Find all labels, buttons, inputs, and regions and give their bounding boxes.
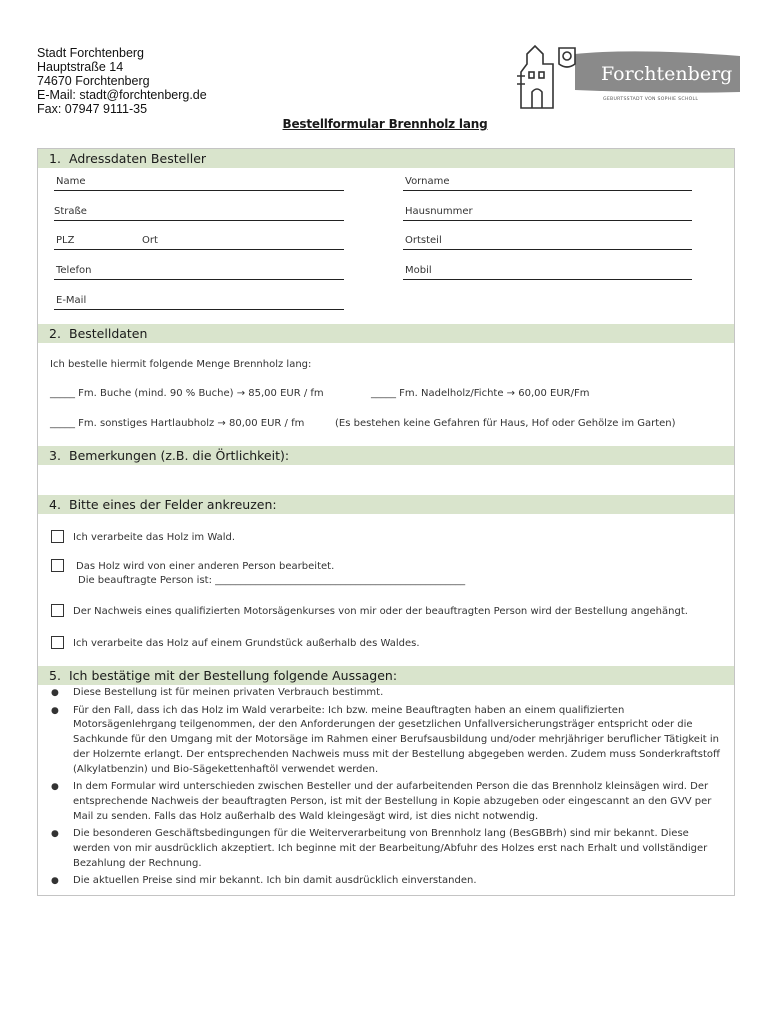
order-hazard-note: (Es bestehen keine Gefahren für Haus, Hof oder Gehölze im Garten) xyxy=(335,418,676,429)
sender-street: Hauptstraße 14 xyxy=(37,60,124,74)
email-label: E-Mail xyxy=(56,295,87,306)
sender-email: E-Mail: stadt@forchtenberg.de xyxy=(37,88,207,102)
mobil-label: Mobil xyxy=(405,265,432,276)
option-label: Das Holz wird von einer anderen Person bearbeitet. xyxy=(76,561,335,572)
list-item-text: Die besonderen Geschäftsbedingungen für die Weiterverarbeitung von Brennholz lang (BesGBBrh) sind mir bekannt. Diese werden von mir ausdrücklich akzeptiert. Ich beginne mit der Bearbeitung/Abfuhr des Holzes erst nach Erhalt und vollständiger Bezahlung der Rechnung. xyxy=(73,828,708,869)
email-field[interactable] xyxy=(54,294,344,310)
city-logo xyxy=(515,42,740,110)
option-label: Ich verarbeite das Holz auf einem Grundstück außerhalb des Waldes. xyxy=(73,638,420,649)
section-1-header xyxy=(38,149,734,168)
checkbox-chainsaw-certificate[interactable] xyxy=(51,604,64,617)
list-item-text: Diese Bestellung ist für meinen privaten Verbrauch bestimmt. xyxy=(73,687,384,698)
hausnummer-field[interactable] xyxy=(403,205,692,221)
logo-wordmark: Forchtenberg xyxy=(601,63,733,85)
logo-tagline: GEBURTSSTADT VON SOPHIE SCHOLL xyxy=(603,97,699,102)
telefon-field[interactable] xyxy=(54,264,344,280)
list-item-text: Für den Fall, dass ich das Holz im Wald verarbeite: Ich bzw. meine Beauftragten haben an einem qualifizierten Motorsägenlehrgang teilgenommen, der den Anforderungen der gesetzlichen Unfallversicherungsträger entspricht oder die Sachkunde für den Umgang mit der Motorsäge im Rahmen einer Berufsausbildung und/oder mehrjähriger beruflicher Tätigkeit in der Holzernte erlangt. Der entsprechenden Nachweis muss mit der Bestellung abgegeben werden. Zudem muss Sonderkraftstoff (Alkylatbenzin) und Bio-Sägekettenhaftöl verwendet werden. xyxy=(73,704,720,775)
section-3-header xyxy=(38,446,734,465)
bullet-icon: ● xyxy=(51,876,59,887)
list-item-text: In dem Formular wird unterschieden zwischen Besteller und der aufarbeitenden Person die das Brennholz kleinsägen wird. Der entsprechende Nachweis der beauftragten Person, ist mit der Bestellung in Kopie abzugeben oder eingescannt an den GVV per Mail zu senden. Falls das Holz außerhalb des Wald kleingesägt wird, ist dies nicht notwendig. xyxy=(73,781,712,822)
ort-label: Ort xyxy=(142,235,158,246)
section-5-title: Ich bestätige mit der Bestellung folgende Aussagen: xyxy=(69,668,398,683)
document-title: Bestellformular Brennholz lang xyxy=(282,117,488,131)
bullet-icon: ● xyxy=(51,688,59,698)
order-form xyxy=(37,148,735,896)
section-3-number: 3. xyxy=(49,448,61,463)
sender-fax: Fax: 07947 9111-35 xyxy=(37,102,148,116)
order-hardwood-line[interactable]: _____ Fm. sonstiges Hartlaubholz → 80,00 EUR / fm xyxy=(50,418,305,429)
plz-ort-field[interactable] xyxy=(54,234,344,250)
order-conifer-line[interactable]: _____ Fm. Nadelholz/Fichte → 60,00 EUR/Fm xyxy=(371,388,590,399)
name-label: Name xyxy=(56,176,86,187)
assigned-person-line[interactable]: Die beauftragte Person ist: __________________________________________________ xyxy=(78,575,466,586)
sender-address xyxy=(37,46,207,116)
section-2-number: 2. xyxy=(49,326,61,341)
confirmation-list xyxy=(38,686,734,892)
vorname-field[interactable] xyxy=(403,175,692,191)
section-5-header xyxy=(38,666,734,685)
telefon-label: Telefon xyxy=(56,265,92,276)
ortsteil-field[interactable] xyxy=(403,234,692,250)
remarks-input-area[interactable] xyxy=(38,465,734,494)
strasse-label: Straße xyxy=(54,206,87,217)
ortsteil-label: Ortsteil xyxy=(405,235,442,246)
section-2-header xyxy=(38,324,734,343)
section-4-header xyxy=(38,495,734,514)
name-field[interactable] xyxy=(54,175,344,191)
section-1-number: 1. xyxy=(49,151,61,166)
checkbox-other-person[interactable] xyxy=(51,559,64,572)
list-item xyxy=(38,874,734,889)
order-beech-line[interactable]: _____ Fm. Buche (mind. 90 % Buche) → 85,00 EUR / fm xyxy=(50,388,324,399)
plz-label: PLZ xyxy=(56,235,75,246)
order-intro: Ich bestelle hiermit folgende Menge Brennholz lang: xyxy=(50,359,312,370)
bullet-icon: ● xyxy=(51,705,59,716)
list-item xyxy=(38,704,734,778)
list-item xyxy=(38,827,734,871)
section-3-title: Bemerkungen (z.B. die Örtlichkeit): xyxy=(69,448,290,463)
list-item-text: Die aktuellen Preise sind mir bekannt. Ich bin damit ausdrücklich einverstanden. xyxy=(73,875,477,887)
sender-name: Stadt Forchtenberg xyxy=(37,46,145,60)
section-4-number: 4. xyxy=(49,497,61,512)
option-label: Ich verarbeite das Holz im Wald. xyxy=(73,532,236,543)
strasse-field[interactable] xyxy=(54,205,344,221)
section-4-title: Bitte eines der Felder ankreuzen: xyxy=(69,497,277,512)
bullet-icon: ● xyxy=(51,782,59,793)
bullet-icon: ● xyxy=(51,829,59,840)
tower-emblem xyxy=(517,46,575,108)
sender-city: 74670 Forchtenberg xyxy=(37,74,150,88)
mobil-field[interactable] xyxy=(403,264,692,280)
list-item xyxy=(38,686,734,701)
section-5-number: 5. xyxy=(49,668,61,683)
checkbox-wood-in-forest[interactable] xyxy=(51,530,64,543)
checkbox-outside-forest[interactable] xyxy=(51,636,64,649)
section-2-title: Bestelldaten xyxy=(69,326,148,341)
option-label: Der Nachweis eines qualifizierten Motorsägenkurses von mir oder der beauftragten Person wird der Bestellung angehängt. xyxy=(73,606,688,617)
hausnummer-label: Hausnummer xyxy=(405,206,473,217)
vorname-label: Vorname xyxy=(405,176,450,187)
list-item xyxy=(38,780,734,824)
section-1-title: Adressdaten Besteller xyxy=(69,151,207,166)
